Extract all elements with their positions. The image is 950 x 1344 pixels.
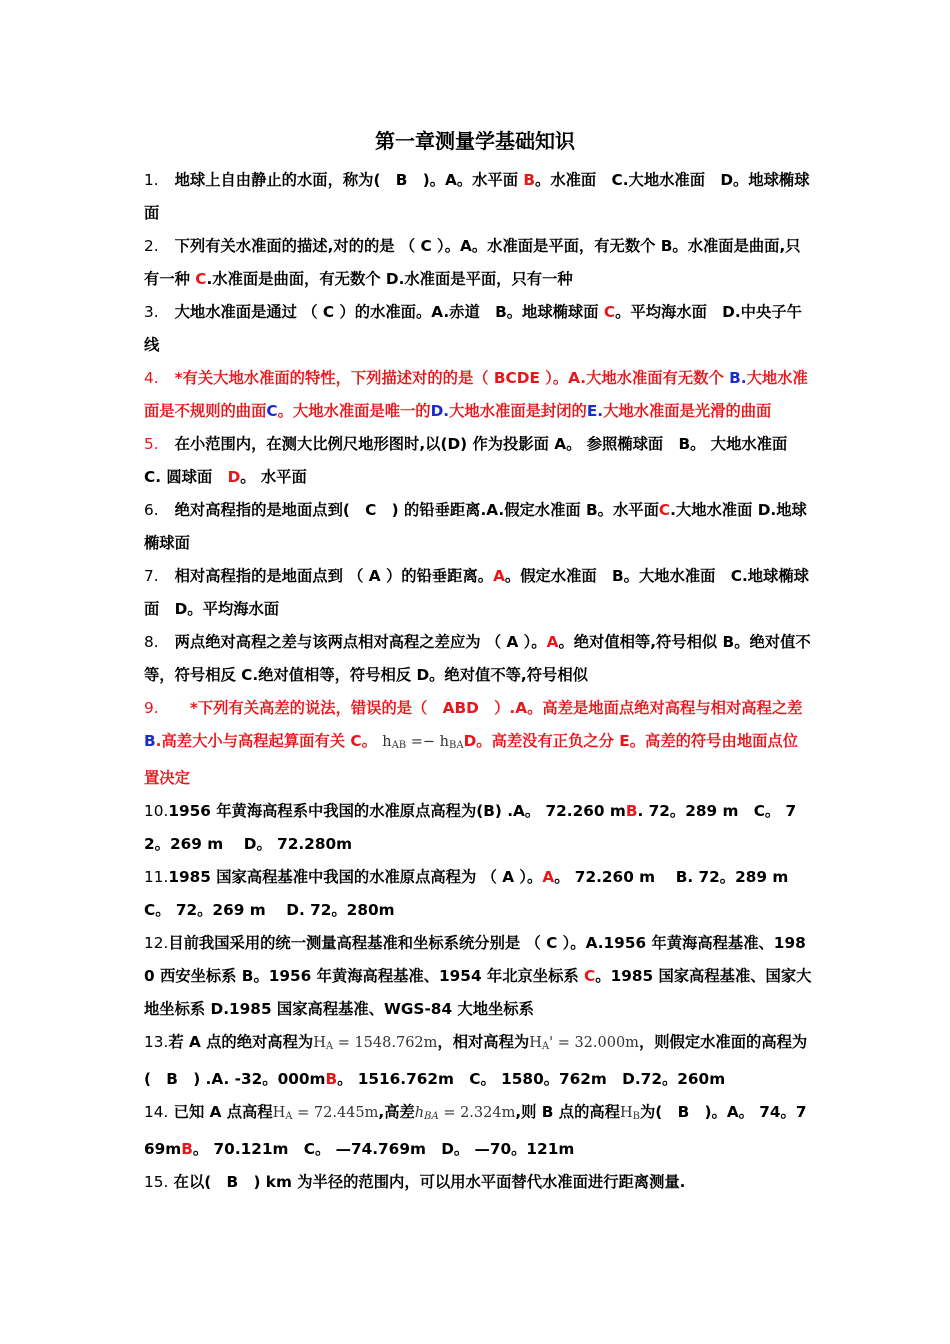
question-number: 12. [144, 934, 169, 952]
question-14: 14. 已知 A 点高程$H_A = 72.445m$,高差$h_{BA} = 2.324m$,则 B 点的高程$H_B$为( B )。A。 74。769mB。 70.121m C。 —74.769m D。 —70。121m [144, 1103, 807, 1158]
formula-ha: $H_A = 72.445m$ [272, 1105, 379, 1122]
question-number: 4. [144, 369, 159, 387]
question-number: 6. [144, 501, 159, 519]
question-12: 12.目前我国采用的统一测量高程基准和坐标系统分别是 （ C ）。A.1956 年黄海高程基准、1980 西安坐标系 B。1956 年黄海高程基准、1954 年北京坐标系 C。1985 国家高程基准、国家大地坐标系 D.1985 国家高程基准、WGS-84 大地坐标系 [144, 934, 812, 1018]
answer-highlight: B [181, 1140, 193, 1158]
option-letter: B [144, 732, 156, 750]
question-13: 13.若 A 点的绝对高程为$H_A = 1548.762m$，相对高程为$H_A' = 32.000m$，则假定水准面的高程为( B ) .A. -32。000mB。 1516.762m C。 1580。762m D.72。260m [144, 1033, 808, 1088]
formula-ha: $H_A = 1548.762m$ [313, 1035, 438, 1052]
option-letter: D. [430, 402, 450, 420]
question-number: 11. [144, 868, 169, 886]
answer-highlight: D [227, 468, 241, 486]
answer-highlight: B [523, 171, 536, 189]
question-11: 11.1985 国家高程基准中我国的水准原点高程为 （ A ）。A。 72.260 m B. 72。289 m C。 72。269 m D. 72。280m [144, 868, 804, 919]
answer-highlight: C [658, 501, 671, 519]
question-list [144, 164, 812, 1199]
question-number: 10. [144, 802, 169, 820]
question-number: 2. [144, 237, 159, 255]
question-6: 6. 绝对高程指的是地面点到( C ) 的铅垂距离.A.假定水准面 B。水平面C.大地水准面 D.地球椭球面 [144, 501, 807, 552]
question-8: 8. 两点绝对高程之差与该两点相对高程之差应为 （ A ）。A。绝对值相等,符号相似 B。绝对值不等，符号相反 C.绝对值相等，符号相反 D。绝对值不等,符号相似 [144, 633, 811, 684]
option-letter: E. [586, 402, 604, 420]
question-5: 5. 在小范围内，在测大比例尺地形图时,以(D) 作为投影面 A。 参照椭球面 B。 大地水准面 C. 圆球面 D。 水平面 [144, 435, 803, 486]
option-letter: B. [729, 369, 747, 387]
question-number: 14. [144, 1103, 169, 1121]
chapter-title: 第一章测量学基础知识 [375, 129, 575, 153]
answer-highlight: A [493, 567, 505, 585]
question-7: 7. 相对高程指的是地面点到 （ A ）的铅垂距离。A。假定水准面 B。大地水准面 C.地球椭球面 D。平均海水面 [144, 567, 809, 618]
question-number: 13. [144, 1033, 169, 1051]
formula-hab: $h_{AB} =- h_{BA}$ [382, 734, 464, 751]
answer-highlight: A [546, 633, 559, 651]
question-number: 7. [144, 567, 159, 585]
answer-highlight: B [625, 802, 638, 820]
answer-highlight: C [195, 270, 207, 288]
question-1: 1. 地球上自由静止的水面，称为( B )。A。水平面 B。水准面 C.大地水准面 D。地球椭球面 [144, 171, 810, 222]
question-2: 2. 下列有关水准面的描述,对的的是 （ C ）。A。水准面是平面，有无数个 B。水准面是曲面,只有一种 C.水准面是曲面，有无数个 D.水准面是平面，只有一种 [144, 237, 801, 288]
question-3: 3. 大地水准面是通过 （ C ）的水准面。A.赤道 B。地球椭球面 C。平均海水面 D.中央子午线 [144, 303, 802, 354]
question-number: 9. [144, 699, 159, 717]
formula-hba: $h_{BA} = 2.324m$ [414, 1105, 516, 1122]
question-number: 8. [144, 633, 159, 651]
answer-highlight: B [325, 1070, 338, 1088]
answer-highlight: A [542, 868, 555, 886]
formula-hb: $H_B$ [619, 1105, 640, 1122]
question-number: 15. [144, 1173, 169, 1191]
formula-ha-relative: $H_A' = 32.000m$ [529, 1035, 639, 1052]
question-10: 10.1956 年黄海高程系中我国的水准原点高程为(B) .A。 72.260 mB. 72。289 m C。 72。269 m D。 72.280m [144, 802, 797, 853]
question-4: 4. *有关大地水准面的特性，下列描述对的的是（ BCDE ）。A.大地水准面有无数个 B.大地水准面是不规则的曲面C。大地水准面是唯一的D.大地水准面是封闭的E.大地水准面是光滑的曲面 [144, 369, 808, 420]
answer-highlight: C [584, 967, 596, 985]
question-number: 5. [144, 435, 159, 453]
question-number: 3. [144, 303, 159, 321]
question-number: 1. [144, 171, 159, 189]
option-letter: C [266, 402, 278, 420]
question-9: 9. *下列有关高差的说法，错误的是（ ABD ）.A。高差是地面点绝对高程与相对高程之差 B.高差大小与高程起算面有关 C。 $h_{AB} =- h_{BA}D$。高差没有正负之分 E。高差的符号由地面点位置决定 [144, 699, 803, 787]
answer-highlight: C [603, 303, 616, 321]
question-15: 15. 在以( B ) km 为半径的范围内，可以用水平面替代水准面进行距离测量. [144, 1173, 686, 1191]
